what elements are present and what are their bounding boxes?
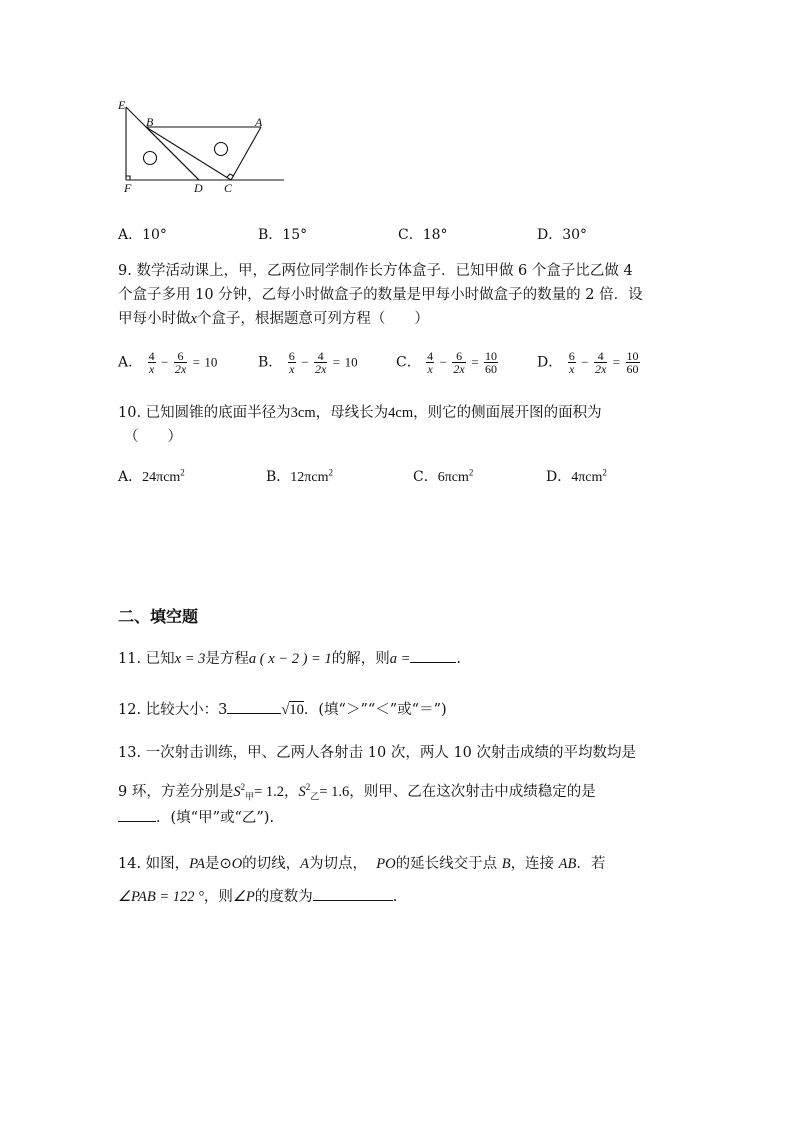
q8-option-c: C．18° [398,227,448,243]
geometry-figure [110,95,290,195]
q11: 11. 已知x = 3是方程a ( x − 2 ) = 1的解，则a = . [118,651,461,667]
q12-answer-blank[interactable] [227,713,281,714]
q9-option-c: C． $\frac{4}{x}$ − $\frac{6}{2x}$ = $\frac{10}{60}$ [396,349,497,376]
q8-option-d: D．30° [537,227,588,243]
q8-option-b: B．15° [258,227,308,243]
label-c: C [224,181,233,195]
q14-answer-blank[interactable] [313,900,393,901]
label-d: D [194,181,203,195]
q9-line-1: 9. 数学活动课上，甲，乙两位同学制作长方体盒子．已知甲做 6 个盒子比乙做 4 [118,263,633,279]
q9-line-3: 甲每小时做x个盒子，根据题意可列方程（ ） [118,311,429,327]
q9-option-b: B． $\frac{6}{x}$ − $\frac{4}{2x}$ = 10 [258,349,358,376]
section-title: 二、填空题 [118,607,199,626]
label-e: E [118,98,126,112]
q11-answer-blank[interactable] [410,662,456,663]
segment-bc [146,127,231,180]
q10-option-a: A．24πcm$^2$ [118,467,185,485]
q9-option-a: A． $\frac{4}{x}$ − $\frac{6}{2x}$ = 10 [118,349,218,376]
q8-option-a: A．10° [118,227,167,243]
label-b: B [146,115,154,129]
q10-paren: （ ） [124,429,182,445]
q9-line-2: 个盒子多用 10 分钟，乙每小时做盒子的数量是甲每小时做盒子的数量的 2 倍．设 [118,287,643,303]
q10-option-c: C．6πcm$^2$ [413,467,474,485]
q13-line-1: 13. 一次射击训练，甲、乙两人各射击 10 次，两人 10 次射击成绩的平均数均是 [118,745,637,761]
q13-line-3: ．(填“甲”或“乙”). [118,805,274,832]
hole-right [215,143,228,156]
q14-line-2: ∠PAB = 122 °，则∠P的度数为 . [118,889,398,905]
right-angle-f [126,176,130,180]
q10-option-d: D．4πcm$^2$ [546,467,607,485]
label-a: A [255,115,263,129]
hole-left [144,152,157,165]
q13-line-2: 9 环，方差分别是$S^2_甲= 1.2$，$S^2_乙= 1.6$，则甲、乙在这次射击中成绩稳定的是 [118,782,596,803]
q14-line-1: 14. 如图，PA是⊙O的切线，A为切点， PO的延长线交于点 B，连接 AB．若 [118,856,606,872]
q9-option-d: D． $\frac{6}{x}$ − $\frac{4}{2x}$ = $\frac{10}{60}$ [537,349,639,376]
q12: 12. 比较大小：3 √10．(填“＞”“＜”或“＝”) [118,702,447,718]
segment-ac [231,127,261,180]
q10-option-b: B．12πcm$^2$ [266,467,333,485]
q10-line-1: 10. 已知圆锥的底面半径为3cm，母线长为4cm，则它的侧面展开图的面积为 [118,405,602,421]
label-f: F [124,181,132,195]
q13-answer-blank[interactable] [118,821,156,822]
